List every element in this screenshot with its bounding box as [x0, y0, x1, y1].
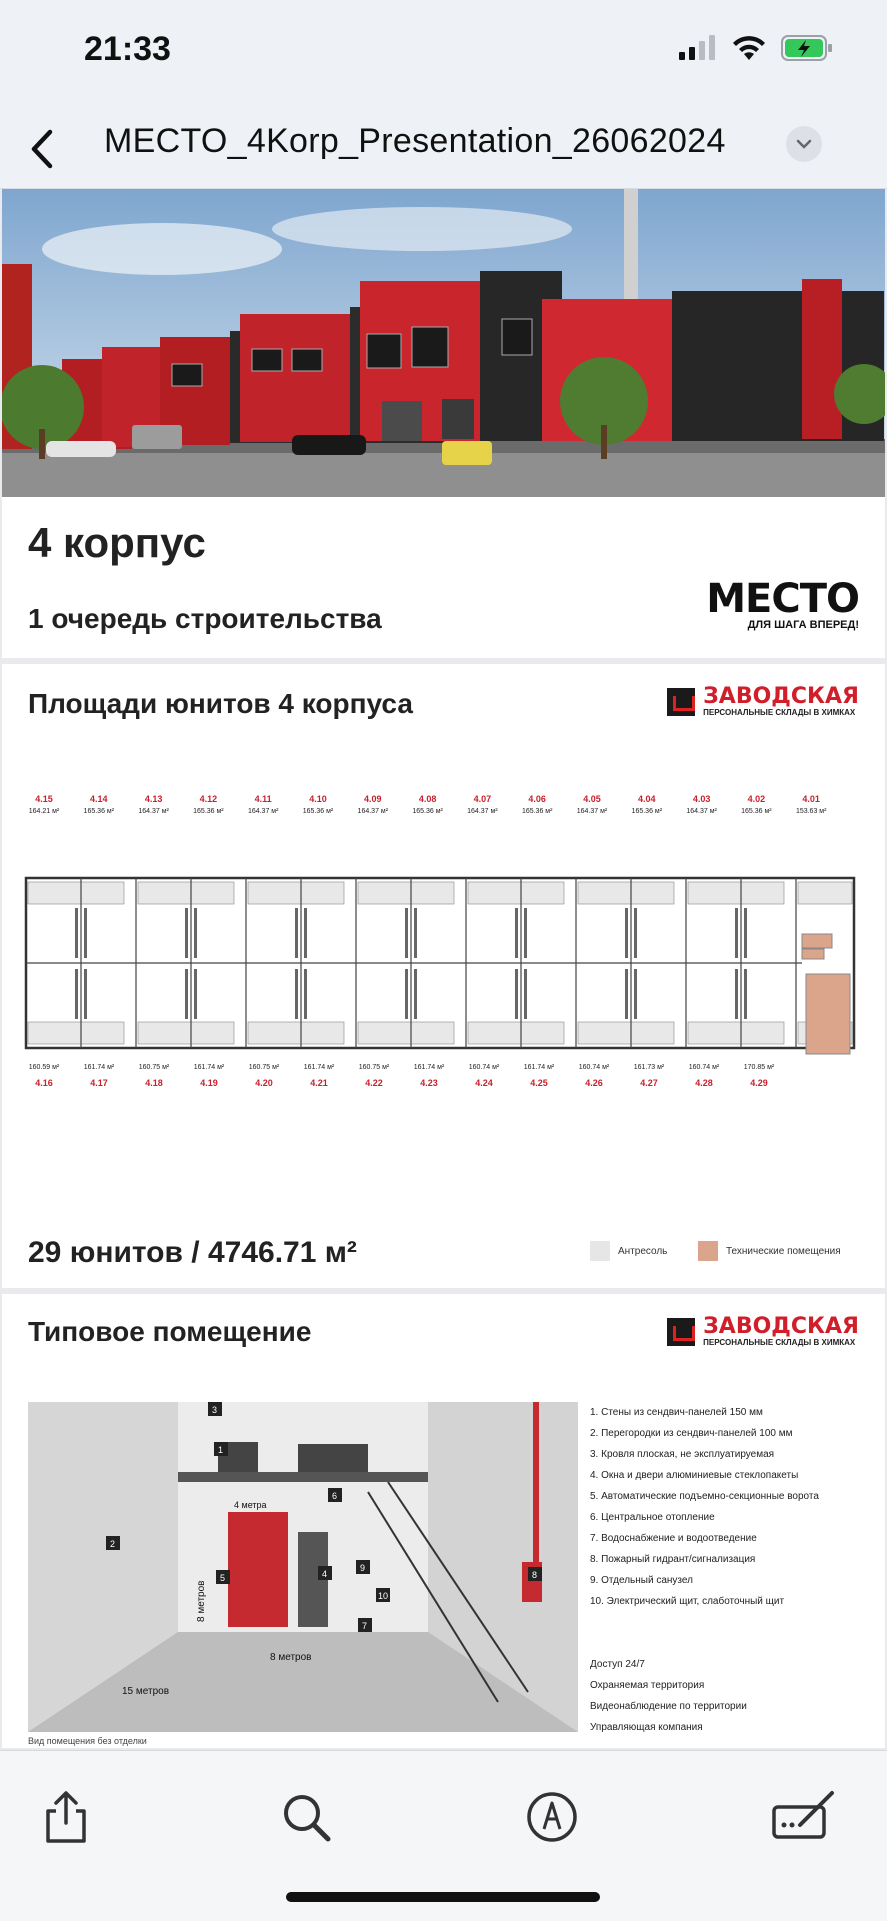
unit-bottom-area: 160.74 м² [688, 1064, 720, 1071]
svg-text:8: 8 [532, 1570, 538, 1580]
zavodskaya-logo [667, 1316, 859, 1347]
dim-8m-vertical: 8 метров [196, 1580, 207, 1622]
access-list [590, 1654, 747, 1738]
unit-top-area: 165.36 м² [412, 808, 443, 815]
unit-top-area: 165.36 м² [302, 808, 334, 815]
unit-top-area: 164.37 м² [686, 808, 717, 815]
back-chevron-icon[interactable] [22, 124, 62, 174]
slide-title: Типовое помещение [28, 1316, 312, 1347]
legend-swatch-tech [698, 1241, 718, 1261]
units-summary: 29 юнитов / 4746.71 м² [28, 1236, 357, 1269]
unit-bottom-area: 160.75 м² [248, 1064, 280, 1071]
markup-icon[interactable] [522, 1787, 582, 1847]
slide-title: Площади юнитов 4 корпуса [28, 688, 413, 719]
unit-top-area: 164.37 м² [467, 808, 498, 815]
chevron-down-icon [786, 126, 822, 162]
unit-top-id: 4.15 [35, 794, 53, 804]
unit-bottom-area: 161.74 м² [523, 1064, 555, 1071]
legend-label-mezzanine: Антресоль [618, 1245, 668, 1257]
edit-icon[interactable] [770, 1787, 840, 1847]
svg-text:10: 10 [378, 1591, 389, 1601]
unit-bottom-id: 4.22 [365, 1078, 383, 1088]
feature-item: 7. Водоснабжение и водоотведение [590, 1533, 757, 1544]
unit-top-id: 4.14 [90, 794, 108, 804]
unit-bottom-area: 160.74 м² [578, 1064, 610, 1071]
brand-name: ЗАВОДСКАЯ [703, 1314, 859, 1339]
legend-label-tech: Технические помещения [726, 1245, 841, 1257]
feature-item: 1. Стены из сендвич-панелей 150 мм [590, 1407, 763, 1418]
unit-top-id: 4.04 [638, 794, 656, 804]
unit-bottom-area: 161.74 м² [193, 1064, 225, 1071]
unit-top-id: 4.12 [199, 794, 218, 804]
unit-bottom-id: 4.28 [695, 1078, 713, 1088]
unit-top-id: 4.06 [528, 794, 546, 804]
feature-item: 9. Отдельный санузел [590, 1575, 693, 1586]
svg-text:6: 6 [332, 1491, 338, 1501]
slide-subtitle: 1 очередь строительства [28, 603, 382, 634]
svg-text:7: 7 [362, 1621, 368, 1631]
brand-mark-icon [667, 1318, 695, 1346]
unit-bottom-id: 4.17 [90, 1078, 108, 1088]
unit-bottom-id: 4.16 [35, 1078, 53, 1088]
unit-bottom-id: 4.27 [640, 1078, 658, 1088]
battery-charging-icon [781, 34, 833, 62]
unit-top-id: 4.01 [802, 794, 820, 804]
home-indicator [286, 1892, 600, 1902]
unit-interior-render [28, 1402, 578, 1732]
mesto-logo [706, 576, 859, 631]
access-item: Управляющая компания [590, 1722, 703, 1733]
unit-top-id: 4.08 [418, 794, 437, 804]
brand-mark-icon [667, 688, 695, 716]
unit-top-id: 4.07 [473, 794, 492, 804]
unit-bottom-area: 160.59 м² [28, 1064, 60, 1071]
unit-top-id: 4.13 [144, 794, 163, 804]
unit-bottom-id: 4.18 [145, 1078, 163, 1088]
access-item: Доступ 24/7 [590, 1659, 645, 1670]
feature-item: 10. Электрический щит, слаботочный щит [590, 1596, 785, 1607]
unit-top-id: 4.02 [747, 794, 766, 804]
brand-name: ЗАВОДСКАЯ [703, 684, 859, 709]
cellular-signal-icon [677, 35, 717, 61]
dim-4m: 4 метра [234, 1500, 267, 1510]
unit-bottom-id: 4.23 [420, 1078, 438, 1088]
slide-building-4 [2, 189, 885, 658]
unit-bottom-area: 160.75 м² [138, 1064, 170, 1071]
unit-bottom-id: 4.19 [200, 1078, 218, 1088]
svg-text:2: 2 [110, 1539, 116, 1549]
feature-item: 4. Окна и двери алюминиевые стеклопакеты [590, 1470, 799, 1481]
search-icon[interactable] [276, 1787, 336, 1847]
unit-top-id: 4.10 [309, 794, 327, 804]
logo-word: MECTO [706, 576, 859, 622]
unit-bottom-id: 4.25 [530, 1078, 548, 1088]
svg-text:4: 4 [322, 1569, 328, 1579]
feature-item: 8. Пожарный гидрант/сигнализация [590, 1554, 756, 1565]
unit-bottom-area: 161.74 м² [413, 1064, 445, 1071]
slide-typical-unit [2, 1294, 885, 1748]
logo-tagline: ДЛЯ ШАГА ВПЕРЕД! [747, 619, 859, 631]
document-title[interactable]: MECTO_4Korp_Presentation_26062024 [104, 122, 726, 160]
feature-item: 2. Перегородки из сендвич-панелей 100 мм [590, 1428, 793, 1439]
unit-top-area: 165.36 м² [741, 808, 772, 815]
unit-bottom-id: 4.26 [585, 1078, 603, 1088]
unit-top-id: 4.05 [583, 794, 601, 804]
features-list [590, 1402, 819, 1612]
unit-bottom-area: 161.74 м² [83, 1064, 115, 1071]
unit-bottom-id: 4.20 [255, 1078, 273, 1088]
dim-15m: 15 метров [122, 1686, 170, 1697]
unit-top-area: 165.36 м² [631, 808, 663, 815]
unit-top-area: 164.37 м² [247, 808, 279, 815]
document-nav-bar [0, 110, 887, 189]
unit-top-area: 164.37 м² [138, 808, 169, 815]
status-icons [677, 34, 833, 62]
svg-text:9: 9 [360, 1563, 366, 1573]
zavodskaya-logo [667, 686, 859, 717]
slide-unit-areas [2, 664, 885, 1288]
unit-bottom-area: 160.74 м² [468, 1064, 500, 1071]
brand-tagline: ПЕРСОНАЛЬНЫЕ СКЛАДЫ В ХИМКАХ [703, 1338, 856, 1347]
title-menu-button[interactable] [786, 126, 822, 162]
unit-bottom-id: 4.24 [475, 1078, 493, 1088]
brand-tagline: ПЕРСОНАЛЬНЫЕ СКЛАДЫ В ХИМКАХ [703, 708, 856, 717]
svg-text:1: 1 [218, 1445, 224, 1455]
feature-item: 3. Кровля плоская, не эксплуатируемая [590, 1449, 775, 1460]
unit-top-area: 164.37 м² [576, 808, 608, 815]
unit-bottom-area: 170.85 м² [743, 1064, 775, 1071]
status-bar [0, 0, 887, 110]
unit-bottom-id: 4.29 [750, 1078, 768, 1088]
feature-item: 6. Центральное отопление [590, 1512, 715, 1523]
legend-swatch-mezzanine [590, 1241, 610, 1261]
dim-8m: 8 метров [270, 1652, 312, 1663]
unit-bottom-id: 4.21 [310, 1078, 328, 1088]
unit-top-id: 4.11 [254, 794, 272, 804]
unit-top-area: 165.36 м² [193, 808, 224, 815]
building-render-image [2, 189, 885, 497]
floor-plan [22, 794, 868, 1134]
unit-bottom-area: 161.73 м² [633, 1064, 665, 1071]
unit-top-area: 165.36 м² [521, 808, 553, 815]
image-caption: Вид помещения без отделки [28, 1736, 147, 1746]
share-icon[interactable] [36, 1787, 96, 1847]
unit-bottom-area: 161.74 м² [303, 1064, 335, 1071]
wifi-icon [731, 34, 767, 62]
svg-text:3: 3 [212, 1405, 218, 1415]
feature-item: 5. Автоматические подъемно-секционные ворота [590, 1491, 819, 1502]
unit-bottom-area: 160.75 м² [358, 1064, 390, 1071]
unit-top-area: 153.63 м² [795, 808, 827, 815]
unit-top-id: 4.09 [364, 794, 382, 804]
unit-top-area: 165.36 м² [83, 808, 115, 815]
status-time: 21:33 [84, 30, 171, 68]
svg-text:5: 5 [220, 1573, 226, 1583]
legend-mezzanine [590, 1241, 667, 1261]
unit-top-area: 164.21 м² [28, 808, 60, 815]
unit-top-area: 164.37 м² [357, 808, 389, 815]
legend-tech [698, 1241, 841, 1261]
slide-title: 4 корпус [28, 519, 206, 566]
access-item: Видеонаблюдение по территории [590, 1701, 747, 1712]
access-item: Охраняемая территория [590, 1680, 705, 1691]
unit-top-id: 4.03 [692, 794, 711, 804]
